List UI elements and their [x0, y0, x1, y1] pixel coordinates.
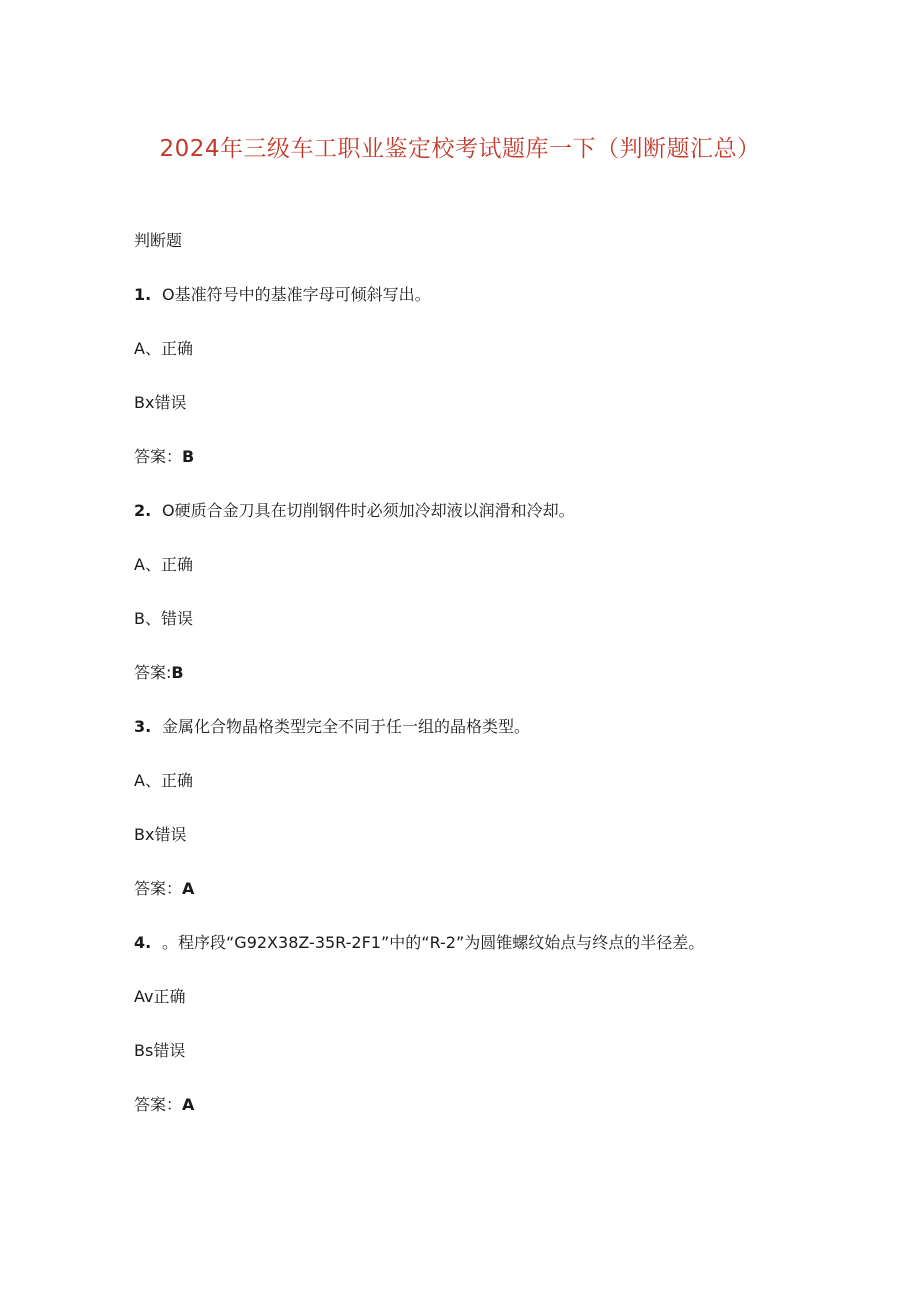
question-1-option-b: Bx错误	[134, 393, 187, 412]
question-2-option-b: B、错误	[134, 609, 193, 628]
answer-value: A	[182, 879, 195, 898]
question-text: 。程序段“G92X38Z-35R-2F1”中的“R-2”为圆锥螺纹始点与终点的半径差。	[162, 933, 705, 952]
question-1	[134, 285, 431, 305]
document-title: 2024年三级车工职业鉴定校考试题库一下（判断题汇总）	[159, 136, 761, 162]
question-3-option-b: Bx错误	[134, 825, 187, 844]
question-4-option-b: Bs错误	[134, 1041, 186, 1060]
answer-label: 答案：	[134, 447, 183, 466]
question-number: 4.	[134, 933, 152, 952]
question-number: 3.	[134, 717, 152, 736]
question-2-option-a: A、正确	[134, 555, 193, 574]
question-1-answer	[134, 447, 194, 467]
question-number: 2.	[134, 501, 152, 520]
question-2	[134, 501, 575, 521]
question-4-option-a: Av正确	[134, 987, 186, 1006]
question-2-answer	[134, 663, 184, 683]
question-text: 金属化合物晶格类型完全不同于任一组的晶格类型。	[162, 717, 531, 736]
question-4-answer	[134, 1095, 194, 1115]
answer-label: 答案:	[134, 663, 172, 682]
question-text: O基准符号中的基准字母可倾斜写出。	[162, 285, 431, 304]
section-heading: 判断题	[134, 231, 183, 250]
question-4	[134, 933, 704, 953]
answer-value: B	[171, 663, 184, 682]
answer-value: A	[182, 1095, 195, 1114]
answer-value: B	[182, 447, 195, 466]
question-3	[134, 717, 530, 737]
question-text: O硬质合金刀具在切削钢件时必须加冷却液以润滑和冷却。	[162, 501, 575, 520]
question-3-option-a: A、正确	[134, 771, 193, 790]
question-1-option-a: A、正确	[134, 339, 193, 358]
answer-label: 答案：	[134, 879, 183, 898]
answer-label: 答案：	[134, 1095, 183, 1114]
question-number: 1.	[134, 285, 152, 304]
question-3-answer	[134, 879, 194, 899]
